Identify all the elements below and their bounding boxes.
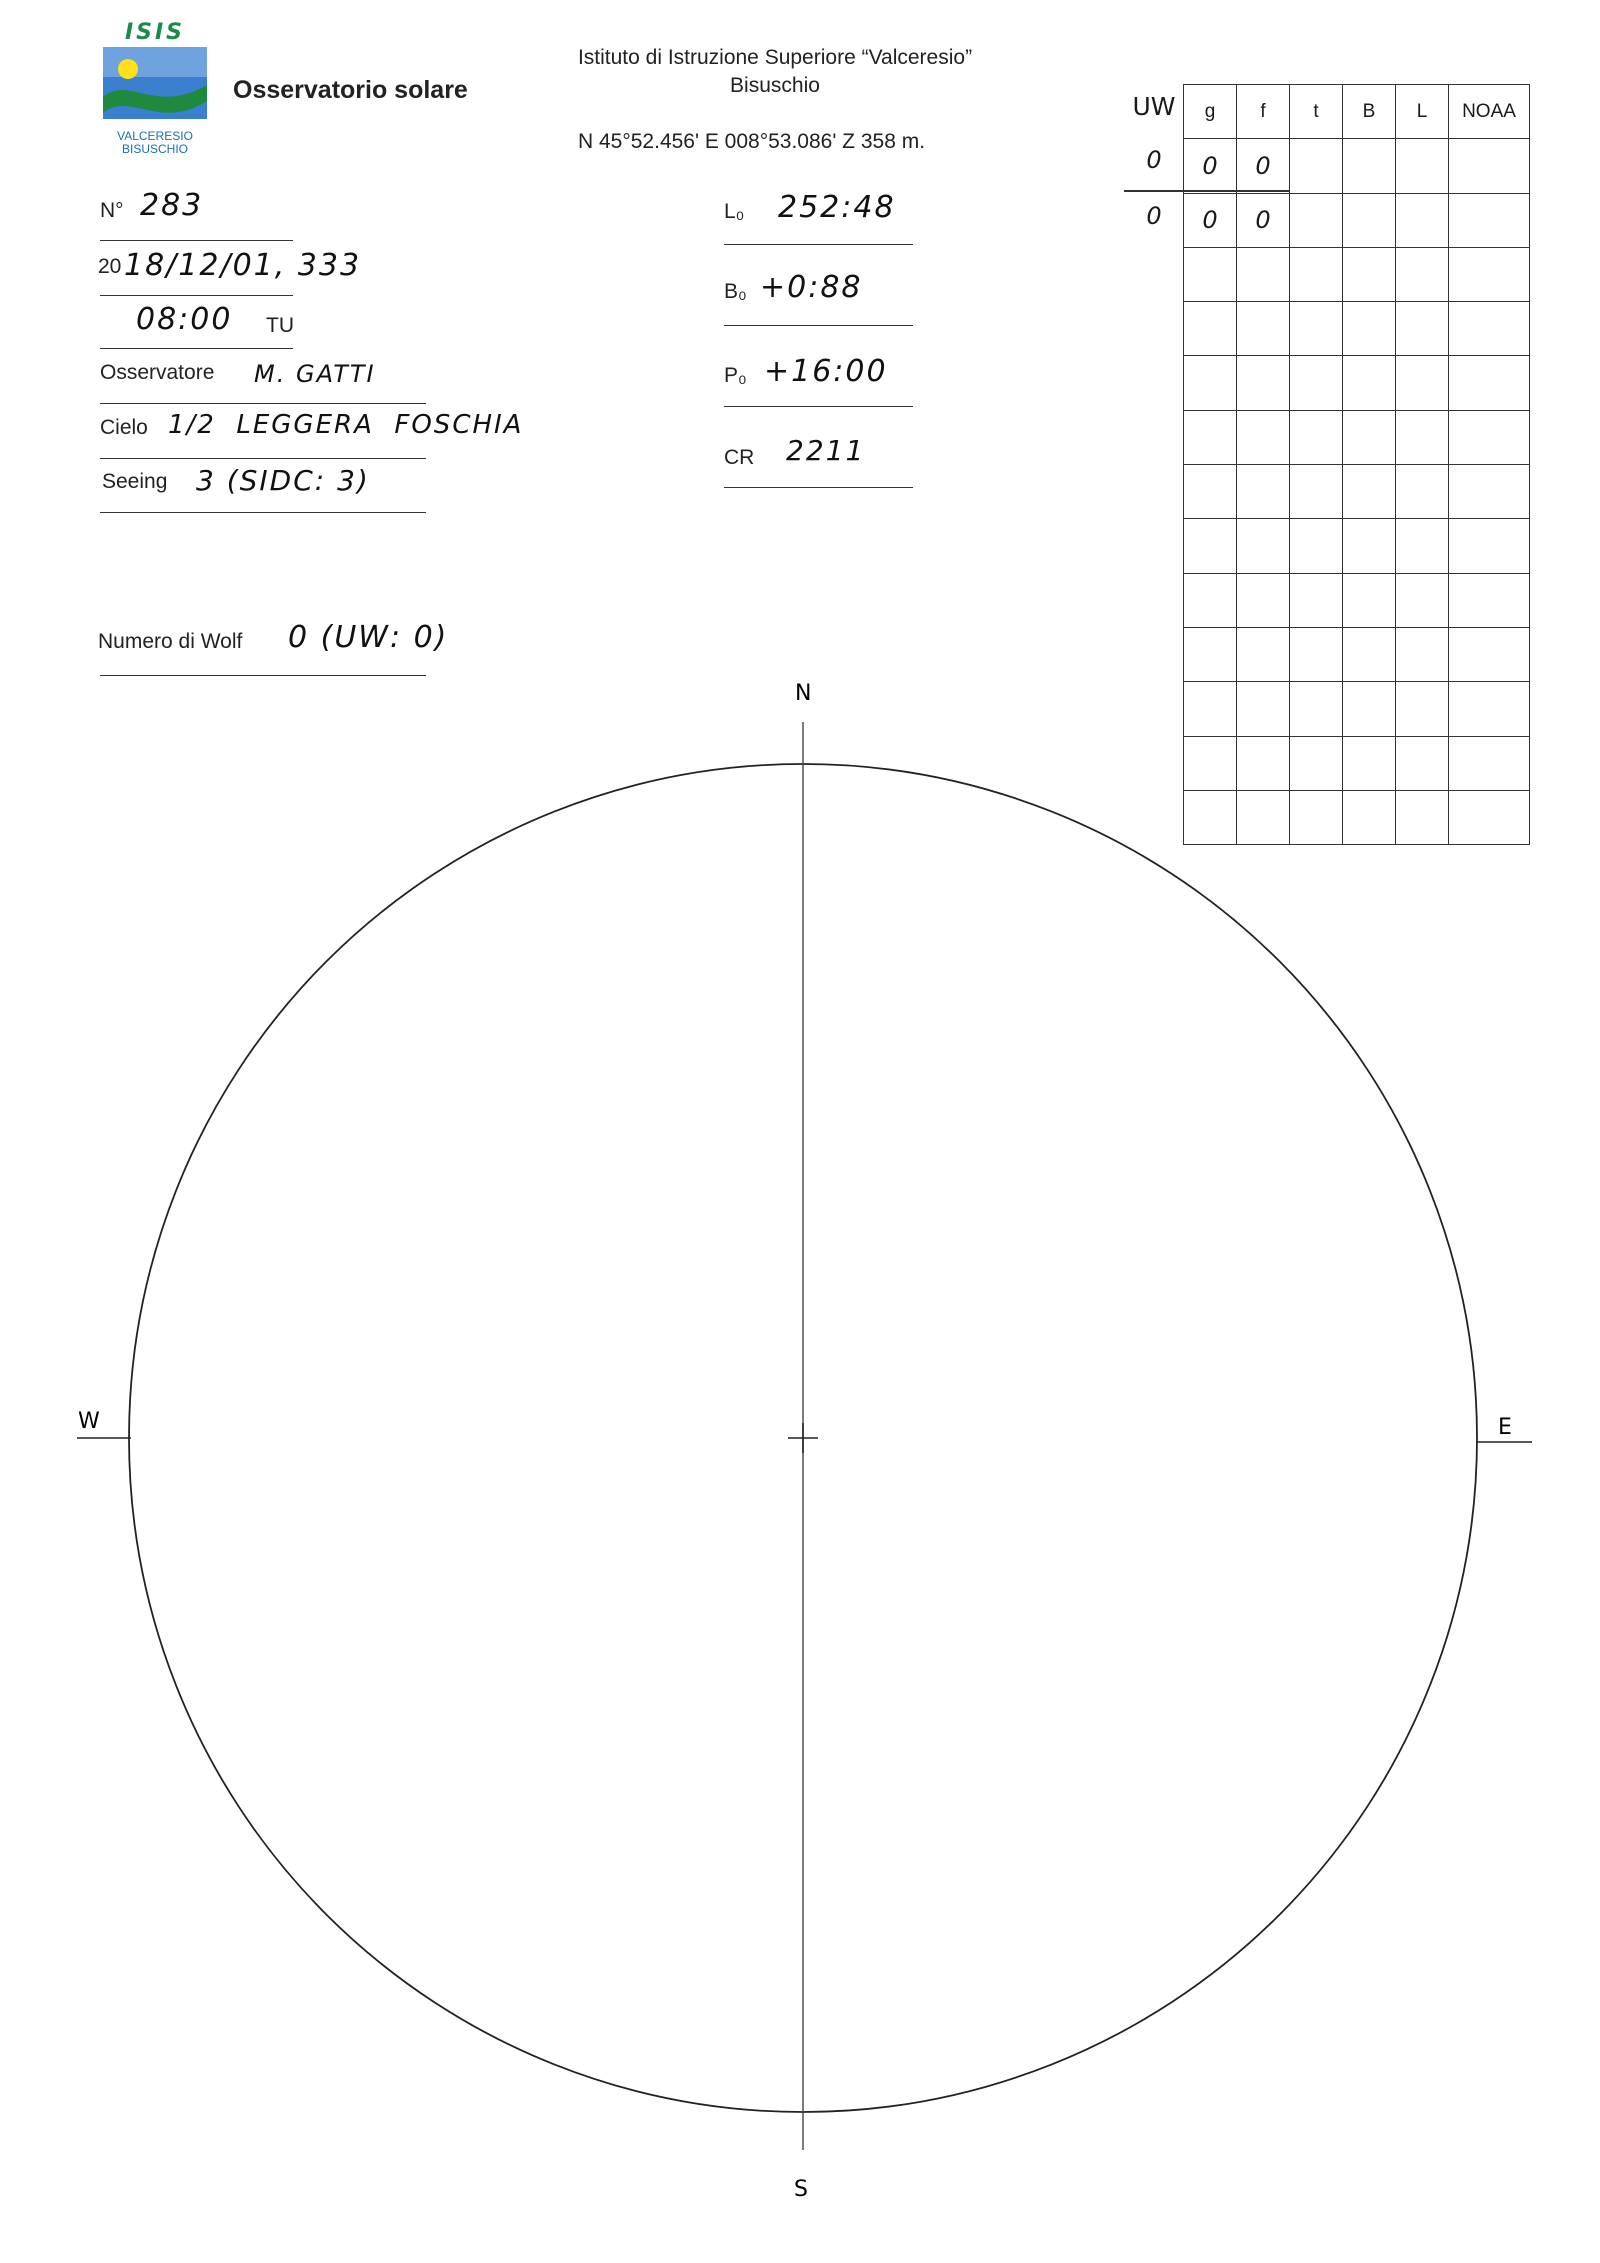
- row1-f: 0: [1237, 139, 1290, 193]
- institute-town: Bisuschio: [730, 74, 820, 97]
- observatory-title: Osservatorio solare: [233, 76, 468, 104]
- header-noaa: NOAA: [1449, 85, 1530, 139]
- observer-label: Osservatore: [100, 361, 215, 384]
- observatory-coordinates: N 45°52.456' E 008°53.086' Z 358 m.: [578, 130, 926, 153]
- seeing-label: Seeing: [102, 470, 168, 493]
- number-label: N°: [100, 199, 124, 222]
- logo-subtitle-1: VALCERESIO: [117, 129, 193, 143]
- sky-value: 1/2 LEGGERA FOSCHIA: [168, 410, 524, 440]
- header-t: t: [1290, 85, 1343, 139]
- wolf-value: 0 (UW: 0): [288, 620, 449, 655]
- south-label: S: [794, 2177, 808, 2202]
- observer-value: M. GATTI: [254, 360, 376, 388]
- east-label: E: [1498, 1415, 1512, 1440]
- number-value: 283: [140, 188, 204, 223]
- north-label: N: [795, 681, 812, 706]
- b0-label: B₀: [724, 280, 747, 303]
- west-label: W: [78, 1409, 100, 1434]
- row1-g: 0: [1184, 139, 1237, 193]
- institute-name: Istituto di Istruzione Superiore “Valceresio”: [577, 46, 973, 69]
- l0-value: 252:48: [778, 190, 896, 225]
- p0-label: P₀: [724, 364, 747, 387]
- header-b: B: [1343, 85, 1396, 139]
- uw-header: UW: [1132, 92, 1176, 121]
- sky-label: Cielo: [100, 416, 148, 439]
- logo-wordmark: ISIS: [124, 20, 186, 45]
- cr-label: CR: [724, 446, 755, 469]
- row2-g: 0: [1184, 193, 1237, 247]
- time-value: 08:00: [136, 302, 233, 337]
- p0-value: +16:00: [764, 354, 888, 389]
- row2-f: 0: [1237, 193, 1290, 247]
- seeing-value: 3 (SIDC: 3): [196, 464, 370, 497]
- b0-value: +0:88: [760, 270, 863, 305]
- uw-row-1: 0: [1146, 146, 1162, 174]
- l0-label: L₀: [724, 200, 745, 223]
- date-value: 18/12/01, 333: [124, 248, 362, 283]
- header-l: L: [1396, 85, 1449, 139]
- uw-row-2: 0: [1146, 202, 1162, 230]
- cr-value: 2211: [786, 434, 866, 467]
- wolf-label: Numero di Wolf: [98, 630, 243, 653]
- time-unit: TU: [266, 314, 294, 337]
- header-g: g: [1184, 85, 1237, 139]
- logo-subtitle-2: BISUSCHIO: [121, 142, 188, 156]
- date-prefix: 20: [98, 255, 122, 278]
- header-f: f: [1237, 85, 1290, 139]
